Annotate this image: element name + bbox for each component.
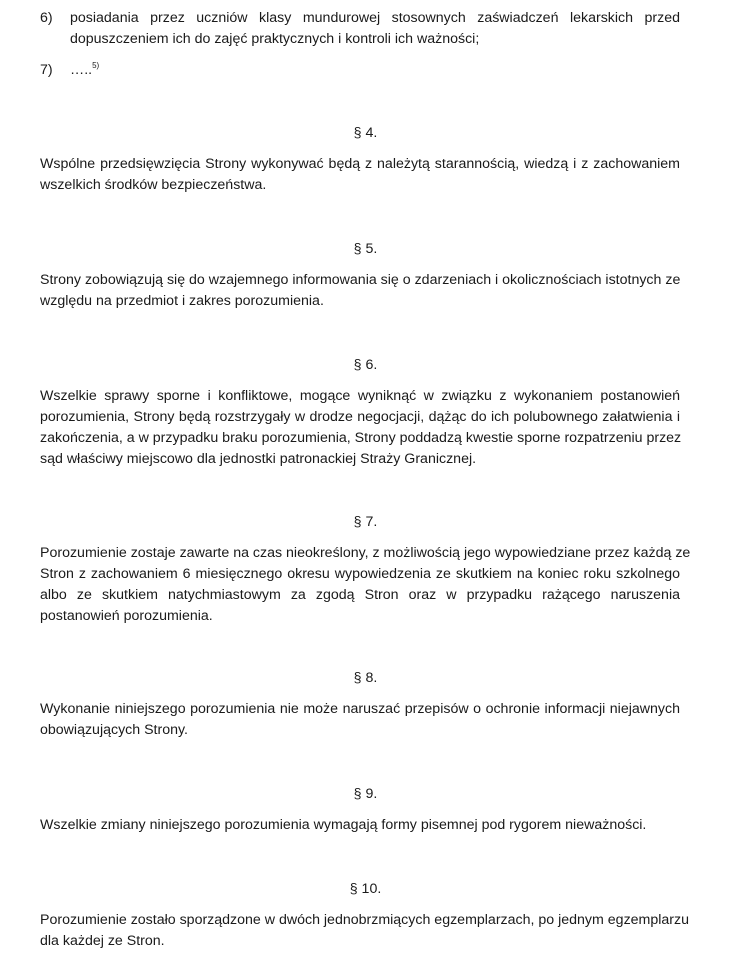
list-item-text bbox=[70, 60, 680, 81]
list-item-7 bbox=[40, 60, 680, 81]
section-heading-8: § 8. bbox=[353, 670, 378, 686]
text-line: Porozumienie zostaje zawarte na czas nieokreślony, z możliwością jego wypowiedziane przez każdą ze bbox=[40, 545, 691, 561]
section-paragraph-7 bbox=[40, 543, 691, 627]
text-line: sąd właściwy miejscowo dla jednostki patronackiej Straży Granicznej. bbox=[40, 451, 477, 467]
list-item-number: 6) bbox=[40, 10, 53, 26]
text-line: Wspólne przedsięwzięcia Strony wykonywać będą z należytą starannością, wiedzą i z zachowaniem bbox=[40, 156, 680, 172]
section-paragraph-9 bbox=[40, 815, 680, 836]
section-heading-9: § 9. bbox=[353, 786, 378, 802]
text-line: albo ze skutkiem natychmiastowym za zgodą Stron oraz w przypadku rażącego naruszenia bbox=[40, 587, 680, 603]
list-item-text bbox=[70, 8, 680, 50]
section-heading-6: § 6. bbox=[353, 357, 378, 373]
section-heading-7: § 7. bbox=[353, 514, 378, 530]
section-heading-10: § 10. bbox=[349, 881, 382, 897]
text-line: Wykonanie niniejszego porozumienia nie może naruszać przepisów o ochronie informacji niejawnych bbox=[40, 701, 680, 717]
text-line: postanowień porozumienia. bbox=[40, 608, 213, 624]
section-paragraph-8 bbox=[40, 699, 680, 741]
text-line: względu na przedmiot i zakres porozumienia. bbox=[40, 293, 324, 309]
list-item-6 bbox=[40, 8, 680, 50]
text-line: Wszelkie sprawy sporne i konfliktowe, mogące wyniknąć w związku z wykonaniem postanowień bbox=[40, 388, 680, 404]
text-line: dla każdej ze Stron. bbox=[40, 933, 165, 949]
text-line: Porozumienie zostało sporządzone w dwóch jednobrzmiących egzemplarzach, po jednym egzemplarzu bbox=[40, 912, 690, 928]
footnote-ref: 5) bbox=[92, 61, 100, 70]
text-line: zakończenia, a w przypadku braku porozumienia, Strony poddadzą kwestie sporne rozpatrzeniu przez bbox=[40, 430, 682, 446]
text-line: posiadania przez uczniów klasy mundurowej stosownych zaświadczeń lekarskich przed bbox=[70, 10, 680, 26]
section-heading-5: § 5. bbox=[353, 241, 378, 257]
text-line: porozumienia, Strony będą rozstrzygały w drodze negocjacji, dążąc do ich polubownego załatwienia i bbox=[40, 409, 680, 425]
text-line: wszelkich środków bezpieczeństwa. bbox=[40, 177, 267, 193]
text-line: Wszelkie zmiany niniejszego porozumienia wymagają formy pisemnej pod rygorem nieważności. bbox=[40, 817, 647, 833]
section-paragraph-5 bbox=[40, 270, 680, 312]
section-paragraph-6 bbox=[40, 386, 680, 470]
ellipsis-text: ….. bbox=[70, 62, 93, 78]
text-line: obowiązujących Strony. bbox=[40, 722, 188, 738]
text-line: Strony zobowiązują się do wzajemnego informowania się o zdarzeniach i okolicznościach istotnych ze bbox=[40, 272, 681, 288]
list-item-number: 7) bbox=[40, 62, 53, 78]
section-paragraph-10 bbox=[40, 910, 690, 952]
text-line: dopuszczeniem ich do zajęć praktycznych i kontroli ich ważności; bbox=[70, 31, 480, 47]
text-line: Stron z zachowaniem 6 miesięcznego okresu wypowiedzenia ze skutkiem na koniec roku szkolnego bbox=[40, 566, 680, 582]
section-heading-4: § 4. bbox=[353, 125, 378, 141]
section-paragraph-4 bbox=[40, 154, 680, 196]
